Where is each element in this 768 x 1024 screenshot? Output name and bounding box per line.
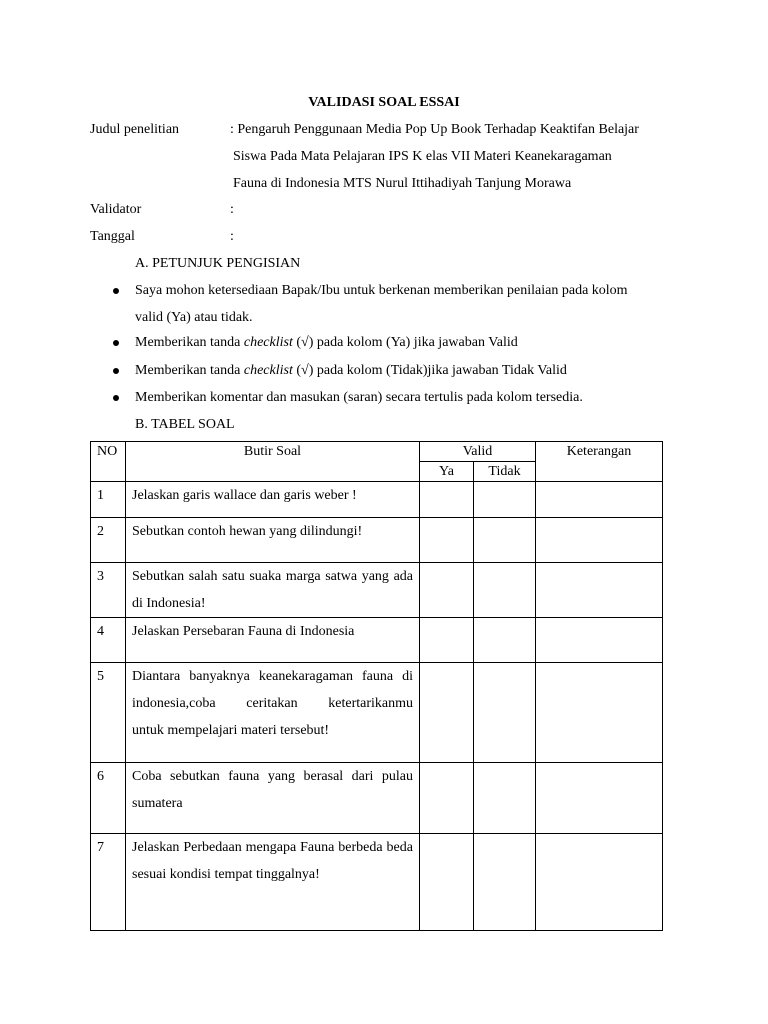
bullet-3-post: (√) pada kolom (Tidak)jika jawaban Tidak Valid (292, 363, 567, 378)
judul-value-line3: Fauna di Indonesia MTS Nurul Ittihadiyah Tanjung Morawa (233, 176, 572, 191)
bullet-icon (113, 395, 119, 401)
bullet-4: Memberikan komentar dan masukan (saran) secara tertulis pada kolom tersedia. (135, 390, 583, 405)
judul-value-line1: : Pengaruh Penggunaan Media Pop Up Book Terhadap Keaktifan Belajar (230, 122, 639, 137)
row-no: 4 (91, 618, 126, 663)
row-no: 2 (91, 518, 126, 563)
cell-ya[interactable] (420, 618, 474, 663)
cell-keterangan[interactable] (536, 663, 663, 763)
header-valid: Valid (420, 442, 536, 462)
cell-ya[interactable] (420, 482, 474, 518)
section-b-heading: B. TABEL SOAL (135, 417, 235, 432)
bullet-icon (113, 340, 119, 346)
cell-tidak[interactable] (474, 618, 536, 663)
row-soal-line1: Diantara banyaknya keanekaragaman fauna di (132, 669, 413, 684)
bullet-2 (135, 334, 518, 352)
row-soal-line3: untuk mempelajari materi tersebut! (132, 723, 330, 738)
soal-table (90, 441, 663, 931)
row-soal: Sebutkan contoh hewan yang dilindungi! (126, 518, 420, 563)
bullet-icon (113, 368, 119, 374)
header-ya: Ya (420, 462, 474, 482)
bullet-icon (113, 288, 119, 294)
cell-ya[interactable] (420, 663, 474, 763)
bullet-2-post: (√) pada kolom (Ya) jika jawaban Valid (292, 335, 518, 350)
table-row (91, 834, 663, 931)
judul-label: Judul penelitian (90, 122, 180, 137)
header-keterangan: Keterangan (536, 442, 663, 482)
cell-keterangan[interactable] (536, 563, 663, 618)
validator-value: : (230, 202, 234, 217)
document-title: VALIDASI SOAL ESSAI (308, 95, 460, 110)
header-no: NO (91, 442, 126, 482)
tanggal-value: : (230, 229, 234, 244)
cell-keterangan[interactable] (536, 518, 663, 563)
header-tidak: Tidak (474, 462, 536, 482)
judul-value-line2: Siswa Pada Mata Pelajaran IPS K elas VII Materi Keanekaragaman (233, 149, 612, 164)
header-butir-soal: Butir Soal (126, 442, 420, 482)
table-row (91, 663, 663, 763)
bullet-3 (135, 362, 567, 380)
row-no: 1 (91, 482, 126, 518)
cell-ya[interactable] (420, 834, 474, 931)
row-no: 6 (91, 763, 126, 834)
cell-keterangan[interactable] (536, 482, 663, 518)
table-row (91, 518, 663, 563)
cell-tidak[interactable] (474, 834, 536, 931)
row-no: 7 (91, 834, 126, 931)
bullet-3-pre: Memberikan tanda (135, 363, 244, 378)
row-soal: Coba sebutkan fauna yang berasal dari pulau sumatera (126, 763, 420, 834)
tanggal-label: Tanggal (90, 229, 135, 244)
bullet-2-em: checklist (243, 335, 293, 350)
cell-tidak[interactable] (474, 563, 536, 618)
row-soal-line2: indonesia,coba ceritakan ketertarikanmu (132, 696, 413, 711)
row-no: 5 (91, 663, 126, 763)
cell-ya[interactable] (420, 763, 474, 834)
cell-tidak[interactable] (474, 518, 536, 563)
cell-keterangan[interactable] (536, 834, 663, 931)
bullet-3-em: checklist (243, 363, 293, 378)
bullet-1-line2: valid (Ya) atau tidak. (135, 310, 253, 325)
table-row (91, 482, 663, 518)
cell-ya[interactable] (420, 563, 474, 618)
row-soal: Jelaskan garis wallace dan garis weber ! (126, 482, 420, 518)
row-soal: Sebutkan salah satu suaka marga satwa yang ada di Indonesia! (126, 563, 420, 618)
cell-tidak[interactable] (474, 482, 536, 518)
row-soal: Jelaskan Persebaran Fauna di Indonesia (126, 618, 420, 663)
bullet-1-line1: Saya mohon ketersediaan Bapak/Ibu untuk berkenan memberikan penilaian pada kolom (135, 283, 628, 298)
cell-keterangan[interactable] (536, 618, 663, 663)
cell-tidak[interactable] (474, 663, 536, 763)
row-soal (126, 663, 420, 763)
bullet-2-pre: Memberikan tanda (135, 335, 244, 350)
table-row (91, 763, 663, 834)
cell-ya[interactable] (420, 518, 474, 563)
section-a-heading: A. PETUNJUK PENGISIAN (135, 256, 301, 271)
row-soal: Jelaskan Perbedaan mengapa Fauna berbeda beda sesuai kondisi tempat tinggalnya! (126, 834, 420, 931)
validator-label: Validator (90, 202, 142, 217)
table-row (91, 563, 663, 618)
table-row (91, 618, 663, 663)
cell-tidak[interactable] (474, 763, 536, 834)
cell-keterangan[interactable] (536, 763, 663, 834)
row-no: 3 (91, 563, 126, 618)
